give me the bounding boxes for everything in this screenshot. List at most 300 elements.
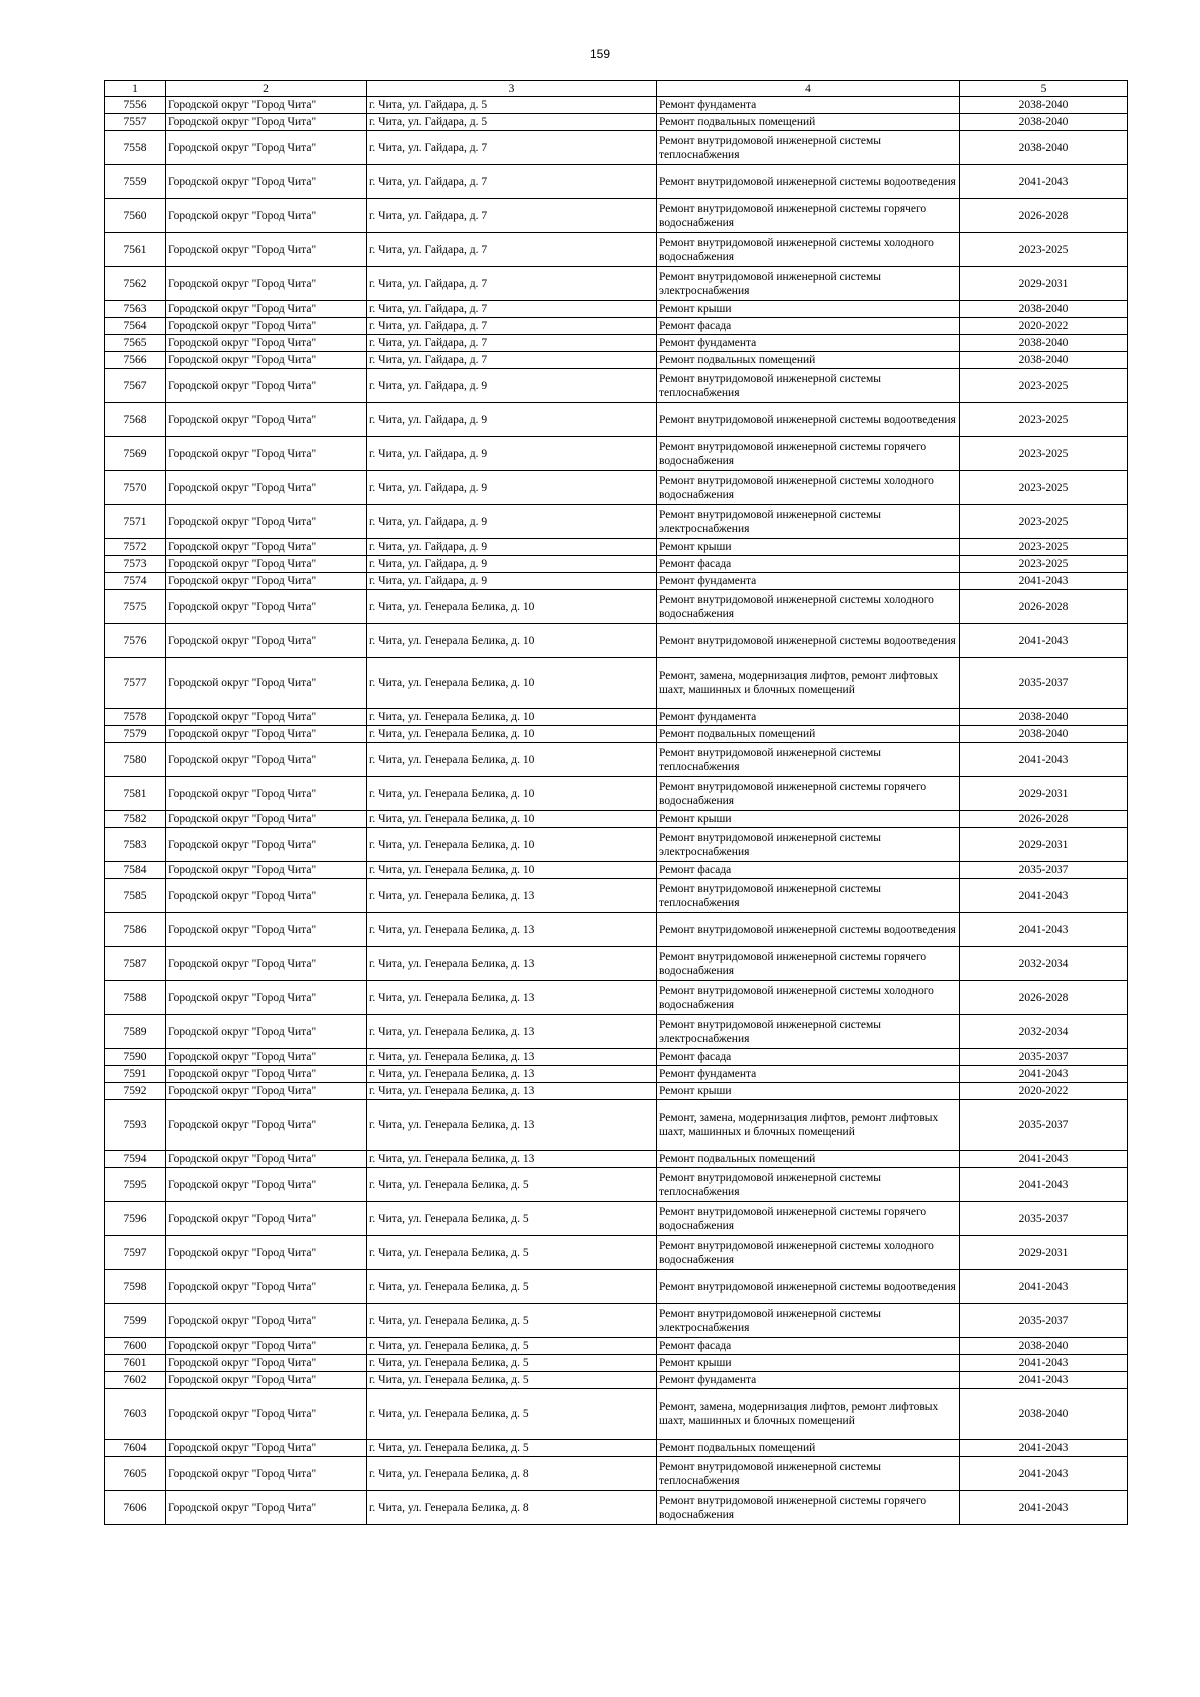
municipality-cell: Городской округ "Город Чита" [166,352,367,369]
table-row [105,199,1128,233]
work-type-cell: Ремонт внутридомовой инженерной системы водоотведения [657,913,960,947]
table-row [105,573,1128,590]
address-cell: г. Чита, ул. Гайдара, д. 9 [367,471,657,505]
municipality-cell: Городской округ "Город Чита" [166,335,367,352]
period-cell: 2035-2037 [960,1100,1128,1151]
table-row [105,131,1128,165]
row-number-cell: 7605 [105,1457,166,1491]
table-row [105,1049,1128,1066]
period-cell: 2041-2043 [960,1270,1128,1304]
table-row [105,828,1128,862]
table-row [105,624,1128,658]
municipality-cell: Городской округ "Город Чита" [166,1457,367,1491]
table-row [105,539,1128,556]
work-type-cell: Ремонт внутридомовой инженерной системы водоотведения [657,1270,960,1304]
period-cell: 2038-2040 [960,301,1128,318]
address-cell: г. Чита, ул. Генерала Белика, д. 5 [367,1236,657,1270]
work-type-cell: Ремонт внутридомовой инженерной системы холодного водоснабжения [657,981,960,1015]
work-type-cell: Ремонт фасада [657,1049,960,1066]
table-row [105,862,1128,879]
work-type-cell: Ремонт подвальных помещений [657,1151,960,1168]
address-cell: г. Чита, ул. Гайдара, д. 9 [367,539,657,556]
period-cell: 2032-2034 [960,947,1128,981]
period-cell: 2026-2028 [960,811,1128,828]
row-number-cell: 7576 [105,624,166,658]
address-cell: г. Чита, ул. Гайдара, д. 9 [367,505,657,539]
work-type-cell: Ремонт внутридомовой инженерной системы водоотведения [657,403,960,437]
period-cell: 2023-2025 [960,539,1128,556]
row-number-cell: 7563 [105,301,166,318]
work-type-cell: Ремонт фундамента [657,1066,960,1083]
work-type-cell: Ремонт фундамента [657,97,960,114]
table-row [105,165,1128,199]
municipality-cell: Городской округ "Город Чита" [166,913,367,947]
row-number-cell: 7579 [105,726,166,743]
address-cell: г. Чита, ул. Генерала Белика, д. 10 [367,777,657,811]
work-type-cell: Ремонт внутридомовой инженерной системы электроснабжения [657,1015,960,1049]
row-number-cell: 7592 [105,1083,166,1100]
address-cell: г. Чита, ул. Генерала Белика, д. 10 [367,743,657,777]
address-cell: г. Чита, ул. Генерала Белика, д. 10 [367,862,657,879]
municipality-cell: Городской округ "Город Чита" [166,1066,367,1083]
work-type-cell: Ремонт внутридомовой инженерной системы теплоснабжения [657,879,960,913]
row-number-cell: 7590 [105,1049,166,1066]
period-cell: 2038-2040 [960,335,1128,352]
period-cell: 2041-2043 [960,1151,1128,1168]
table-row [105,1457,1128,1491]
municipality-cell: Городской округ "Город Чита" [166,862,367,879]
table-row [105,726,1128,743]
period-cell: 2038-2040 [960,1338,1128,1355]
address-cell: г. Чита, ул. Генерала Белика, д. 10 [367,709,657,726]
row-number-cell: 7588 [105,981,166,1015]
row-number-cell: 7569 [105,437,166,471]
municipality-cell: Городской округ "Город Чита" [166,165,367,199]
table-row [105,811,1128,828]
table-row [105,1015,1128,1049]
work-type-cell: Ремонт внутридомовой инженерной системы горячего водоснабжения [657,199,960,233]
address-cell: г. Чита, ул. Генерала Белика, д. 13 [367,947,657,981]
period-cell: 2041-2043 [960,1066,1128,1083]
row-number-cell: 7580 [105,743,166,777]
address-cell: г. Чита, ул. Гайдара, д. 5 [367,97,657,114]
period-cell: 2026-2028 [960,981,1128,1015]
page-number: 159 [589,47,611,61]
municipality-cell: Городской округ "Город Чита" [166,1440,367,1457]
period-cell: 2029-2031 [960,1236,1128,1270]
municipality-cell: Городской округ "Город Чита" [166,981,367,1015]
address-cell: г. Чита, ул. Гайдара, д. 7 [367,335,657,352]
address-cell: г. Чита, ул. Гайдара, д. 9 [367,556,657,573]
work-type-cell: Ремонт фасада [657,556,960,573]
period-cell: 2041-2043 [960,879,1128,913]
period-cell: 2023-2025 [960,505,1128,539]
address-cell: г. Чита, ул. Генерала Белика, д. 10 [367,828,657,862]
address-cell: г. Чита, ул. Гайдара, д. 7 [367,233,657,267]
work-type-cell: Ремонт подвальных помещений [657,114,960,131]
table-row [105,1389,1128,1440]
row-number-cell: 7596 [105,1202,166,1236]
work-type-cell: Ремонт подвальных помещений [657,352,960,369]
table-row [105,352,1128,369]
table-row [105,1083,1128,1100]
address-cell: г. Чита, ул. Генерала Белика, д. 13 [367,879,657,913]
address-cell: г. Чита, ул. Генерала Белика, д. 10 [367,624,657,658]
address-cell: г. Чита, ул. Генерала Белика, д. 5 [367,1338,657,1355]
row-number-cell: 7561 [105,233,166,267]
period-cell: 2038-2040 [960,131,1128,165]
period-cell: 2023-2025 [960,437,1128,471]
row-number-cell: 7566 [105,352,166,369]
row-number-cell: 7594 [105,1151,166,1168]
row-number-cell: 7589 [105,1015,166,1049]
period-cell: 2023-2025 [960,403,1128,437]
row-number-cell: 7583 [105,828,166,862]
municipality-cell: Городской округ "Город Чита" [166,1202,367,1236]
work-type-cell: Ремонт внутридомовой инженерной системы горячего водоснабжения [657,437,960,471]
period-cell: 2029-2031 [960,777,1128,811]
address-cell: г. Чита, ул. Генерала Белика, д. 5 [367,1389,657,1440]
period-cell: 2026-2028 [960,590,1128,624]
period-cell: 2038-2040 [960,709,1128,726]
table-row [105,1066,1128,1083]
period-cell: 2038-2040 [960,114,1128,131]
row-number-cell: 7584 [105,862,166,879]
work-type-cell: Ремонт крыши [657,301,960,318]
address-cell: г. Чита, ул. Генерала Белика, д. 10 [367,726,657,743]
table-row [105,1100,1128,1151]
address-cell: г. Чита, ул. Генерала Белика, д. 10 [367,590,657,624]
period-cell: 2041-2043 [960,1457,1128,1491]
table-row [105,981,1128,1015]
table-row [105,590,1128,624]
work-type-cell: Ремонт фундамента [657,335,960,352]
address-cell: г. Чита, ул. Генерала Белика, д. 5 [367,1270,657,1304]
period-cell: 2023-2025 [960,233,1128,267]
table-row [105,369,1128,403]
row-number-cell: 7572 [105,539,166,556]
table-row [105,318,1128,335]
table-row [105,1440,1128,1457]
municipality-cell: Городской округ "Город Чита" [166,1270,367,1304]
row-number-cell: 7578 [105,709,166,726]
municipality-cell: Городской округ "Город Чита" [166,590,367,624]
municipality-cell: Городской округ "Город Чита" [166,1372,367,1389]
work-type-cell: Ремонт внутридомовой инженерной системы горячего водоснабжения [657,947,960,981]
work-type-cell: Ремонт, замена, модернизация лифтов, ремонт лифтовых шахт, машинных и блочных помещений [657,1100,960,1151]
table-row [105,709,1128,726]
municipality-cell: Городской округ "Город Чита" [166,1015,367,1049]
row-number-cell: 7560 [105,199,166,233]
column-header-5: 5 [960,81,1128,97]
table-row [105,743,1128,777]
address-cell: г. Чита, ул. Генерала Белика, д. 5 [367,1304,657,1338]
address-cell: г. Чита, ул. Гайдара, д. 5 [367,114,657,131]
address-cell: г. Чита, ул. Гайдара, д. 7 [367,131,657,165]
table-row [105,301,1128,318]
municipality-cell: Городской округ "Город Чита" [166,573,367,590]
municipality-cell: Городской округ "Город Чита" [166,743,367,777]
work-type-cell: Ремонт, замена, модернизация лифтов, ремонт лифтовых шахт, машинных и блочных помещений [657,1389,960,1440]
row-number-cell: 7585 [105,879,166,913]
address-cell: г. Чита, ул. Гайдара, д. 9 [367,403,657,437]
table-row [105,1202,1128,1236]
period-cell: 2041-2043 [960,573,1128,590]
municipality-cell: Городской округ "Город Чита" [166,301,367,318]
municipality-cell: Городской округ "Город Чита" [166,199,367,233]
table-row [105,1168,1128,1202]
row-number-cell: 7567 [105,369,166,403]
work-type-cell: Ремонт внутридомовой инженерной системы холодного водоснабжения [657,590,960,624]
municipality-cell: Городской округ "Город Чита" [166,1151,367,1168]
work-type-cell: Ремонт внутридомовой инженерной системы теплоснабжения [657,743,960,777]
address-cell: г. Чита, ул. Гайдара, д. 7 [367,301,657,318]
work-type-cell: Ремонт внутридомовой инженерной системы горячего водоснабжения [657,1202,960,1236]
municipality-cell: Городской округ "Город Чита" [166,114,367,131]
municipality-cell: Городской округ "Город Чита" [166,556,367,573]
work-type-cell: Ремонт внутридомовой инженерной системы электроснабжения [657,267,960,301]
period-cell: 2026-2028 [960,199,1128,233]
period-cell: 2041-2043 [960,1440,1128,1457]
municipality-cell: Городской округ "Город Чита" [166,471,367,505]
address-cell: г. Чита, ул. Гайдара, д. 9 [367,573,657,590]
address-cell: г. Чита, ул. Гайдара, д. 7 [367,199,657,233]
table-row [105,777,1128,811]
address-cell: г. Чита, ул. Генерала Белика, д. 13 [367,1066,657,1083]
work-type-cell: Ремонт подвальных помещений [657,726,960,743]
municipality-cell: Городской округ "Город Чита" [166,267,367,301]
work-type-cell: Ремонт внутридомовой инженерной системы теплоснабжения [657,1457,960,1491]
row-number-cell: 7564 [105,318,166,335]
period-cell: 2020-2022 [960,318,1128,335]
work-type-cell: Ремонт внутридомовой инженерной системы водоотведения [657,165,960,199]
period-cell: 2041-2043 [960,743,1128,777]
municipality-cell: Городской округ "Город Чита" [166,658,367,709]
address-cell: г. Чита, ул. Гайдара, д. 9 [367,437,657,471]
work-type-cell: Ремонт внутридомовой инженерной системы электроснабжения [657,828,960,862]
address-cell: г. Чита, ул. Гайдара, д. 7 [367,352,657,369]
table-row [105,913,1128,947]
row-number-cell: 7573 [105,556,166,573]
municipality-cell: Городской округ "Город Чита" [166,539,367,556]
municipality-cell: Городской округ "Город Чита" [166,1491,367,1525]
work-type-cell: Ремонт подвальных помещений [657,1440,960,1457]
table-row [105,114,1128,131]
address-cell: г. Чита, ул. Гайдара, д. 9 [367,369,657,403]
work-type-cell: Ремонт внутридомовой инженерной системы горячего водоснабжения [657,777,960,811]
period-cell: 2035-2037 [960,1304,1128,1338]
address-cell: г. Чита, ул. Генерала Белика, д. 5 [367,1168,657,1202]
table-row [105,1355,1128,1372]
period-cell: 2038-2040 [960,1389,1128,1440]
municipality-cell: Городской округ "Город Чита" [166,1083,367,1100]
row-number-cell: 7559 [105,165,166,199]
municipality-cell: Городской округ "Город Чита" [166,505,367,539]
municipality-cell: Городской округ "Город Чита" [166,318,367,335]
address-cell: г. Чита, ул. Гайдара, д. 7 [367,318,657,335]
address-cell: г. Чита, ул. Генерала Белика, д. 13 [367,1083,657,1100]
row-number-cell: 7565 [105,335,166,352]
table-row [105,556,1128,573]
row-number-cell: 7557 [105,114,166,131]
work-type-cell: Ремонт внутридомовой инженерной системы водоотведения [657,624,960,658]
column-header-3: 3 [367,81,657,97]
address-cell: г. Чита, ул. Генерала Белика, д. 13 [367,1049,657,1066]
municipality-cell: Городской округ "Город Чита" [166,1304,367,1338]
address-cell: г. Чита, ул. Генерала Белика, д. 5 [367,1355,657,1372]
work-type-cell: Ремонт, замена, модернизация лифтов, ремонт лифтовых шахт, машинных и блочных помещений [657,658,960,709]
column-header-2: 2 [166,81,367,97]
municipality-cell: Городской округ "Город Чита" [166,1389,367,1440]
table-row [105,658,1128,709]
work-type-cell: Ремонт фасада [657,318,960,335]
municipality-cell: Городской округ "Город Чита" [166,624,367,658]
municipality-cell: Городской округ "Город Чита" [166,1338,367,1355]
row-number-cell: 7558 [105,131,166,165]
table-row [105,1236,1128,1270]
work-type-cell: Ремонт крыши [657,539,960,556]
period-cell: 2032-2034 [960,1015,1128,1049]
row-number-cell: 7603 [105,1389,166,1440]
period-cell: 2041-2043 [960,1168,1128,1202]
table-row [105,437,1128,471]
period-cell: 2035-2037 [960,1202,1128,1236]
municipality-cell: Городской округ "Город Чита" [166,1168,367,1202]
municipality-cell: Городской округ "Город Чита" [166,947,367,981]
address-cell: г. Чита, ул. Генерала Белика, д. 8 [367,1457,657,1491]
municipality-cell: Городской округ "Город Чита" [166,403,367,437]
row-number-cell: 7593 [105,1100,166,1151]
period-cell: 2020-2022 [960,1083,1128,1100]
row-number-cell: 7601 [105,1355,166,1372]
municipality-cell: Городской округ "Город Чита" [166,131,367,165]
period-cell: 2038-2040 [960,352,1128,369]
row-number-cell: 7556 [105,97,166,114]
table-row [105,267,1128,301]
address-cell: г. Чита, ул. Генерала Белика, д. 13 [367,913,657,947]
address-cell: г. Чита, ул. Генерала Белика, д. 13 [367,1151,657,1168]
address-cell: г. Чита, ул. Генерала Белика, д. 13 [367,981,657,1015]
table-row [105,97,1128,114]
municipality-cell: Городской округ "Город Чита" [166,828,367,862]
table-header-row [105,81,1128,97]
table-row [105,471,1128,505]
row-number-cell: 7586 [105,913,166,947]
address-cell: г. Чита, ул. Генерала Белика, д. 10 [367,658,657,709]
period-cell: 2035-2037 [960,1049,1128,1066]
municipality-cell: Городской округ "Город Чита" [166,879,367,913]
period-cell: 2029-2031 [960,267,1128,301]
period-cell: 2035-2037 [960,862,1128,879]
row-number-cell: 7571 [105,505,166,539]
work-type-cell: Ремонт фасада [657,1338,960,1355]
column-header-4: 4 [657,81,960,97]
work-type-cell: Ремонт крыши [657,1083,960,1100]
work-type-cell: Ремонт внутридомовой инженерной системы теплоснабжения [657,369,960,403]
row-number-cell: 7595 [105,1168,166,1202]
table-row [105,879,1128,913]
municipality-cell: Городской округ "Город Чита" [166,97,367,114]
table-row [105,1372,1128,1389]
row-number-cell: 7606 [105,1491,166,1525]
period-cell: 2029-2031 [960,828,1128,862]
row-number-cell: 7574 [105,573,166,590]
municipality-cell: Городской округ "Город Чита" [166,811,367,828]
row-number-cell: 7582 [105,811,166,828]
repair-schedule-table [104,80,1128,1525]
table-row [105,1304,1128,1338]
period-cell: 2023-2025 [960,471,1128,505]
work-type-cell: Ремонт внутридомовой инженерной системы электроснабжения [657,505,960,539]
municipality-cell: Городской округ "Город Чита" [166,233,367,267]
row-number-cell: 7591 [105,1066,166,1083]
work-type-cell: Ремонт внутридомовой инженерной системы холодного водоснабжения [657,1236,960,1270]
table-row [105,1270,1128,1304]
row-number-cell: 7602 [105,1372,166,1389]
period-cell: 2035-2037 [960,658,1128,709]
municipality-cell: Городской округ "Город Чита" [166,777,367,811]
municipality-cell: Городской округ "Город Чита" [166,726,367,743]
period-cell: 2041-2043 [960,1355,1128,1372]
period-cell: 2023-2025 [960,556,1128,573]
address-cell: г. Чита, ул. Генерала Белика, д. 5 [367,1372,657,1389]
work-type-cell: Ремонт внутридомовой инженерной системы теплоснабжения [657,131,960,165]
table-row [105,1338,1128,1355]
work-type-cell: Ремонт фасада [657,862,960,879]
address-cell: г. Чита, ул. Генерала Белика, д. 13 [367,1100,657,1151]
address-cell: г. Чита, ул. Генерала Белика, д. 5 [367,1202,657,1236]
period-cell: 2038-2040 [960,726,1128,743]
address-cell: г. Чита, ул. Генерала Белика, д. 10 [367,811,657,828]
table-row [105,233,1128,267]
row-number-cell: 7577 [105,658,166,709]
work-type-cell: Ремонт фундамента [657,1372,960,1389]
row-number-cell: 7570 [105,471,166,505]
table-row [105,1491,1128,1525]
table-row [105,335,1128,352]
work-type-cell: Ремонт внутридомовой инженерной системы горячего водоснабжения [657,1491,960,1525]
address-cell: г. Чита, ул. Генерала Белика, д. 8 [367,1491,657,1525]
row-number-cell: 7598 [105,1270,166,1304]
row-number-cell: 7562 [105,267,166,301]
row-number-cell: 7587 [105,947,166,981]
column-header-1: 1 [105,81,166,97]
municipality-cell: Городской округ "Город Чита" [166,1236,367,1270]
municipality-cell: Городской округ "Город Чита" [166,709,367,726]
work-type-cell: Ремонт внутридомовой инженерной системы электроснабжения [657,1304,960,1338]
row-number-cell: 7600 [105,1338,166,1355]
address-cell: г. Чита, ул. Гайдара, д. 7 [367,165,657,199]
period-cell: 2023-2025 [960,369,1128,403]
period-cell: 2041-2043 [960,624,1128,658]
work-type-cell: Ремонт внутридомовой инженерной системы холодного водоснабжения [657,471,960,505]
work-type-cell: Ремонт внутридомовой инженерной системы холодного водоснабжения [657,233,960,267]
municipality-cell: Городской округ "Город Чита" [166,1049,367,1066]
table-row [105,505,1128,539]
row-number-cell: 7599 [105,1304,166,1338]
row-number-cell: 7597 [105,1236,166,1270]
table-row [105,947,1128,981]
work-type-cell: Ремонт фундамента [657,573,960,590]
table-row [105,403,1128,437]
row-number-cell: 7575 [105,590,166,624]
municipality-cell: Городской округ "Город Чита" [166,437,367,471]
municipality-cell: Городской округ "Город Чита" [166,369,367,403]
table-row [105,1151,1128,1168]
row-number-cell: 7604 [105,1440,166,1457]
work-type-cell: Ремонт фундамента [657,709,960,726]
period-cell: 2041-2043 [960,165,1128,199]
